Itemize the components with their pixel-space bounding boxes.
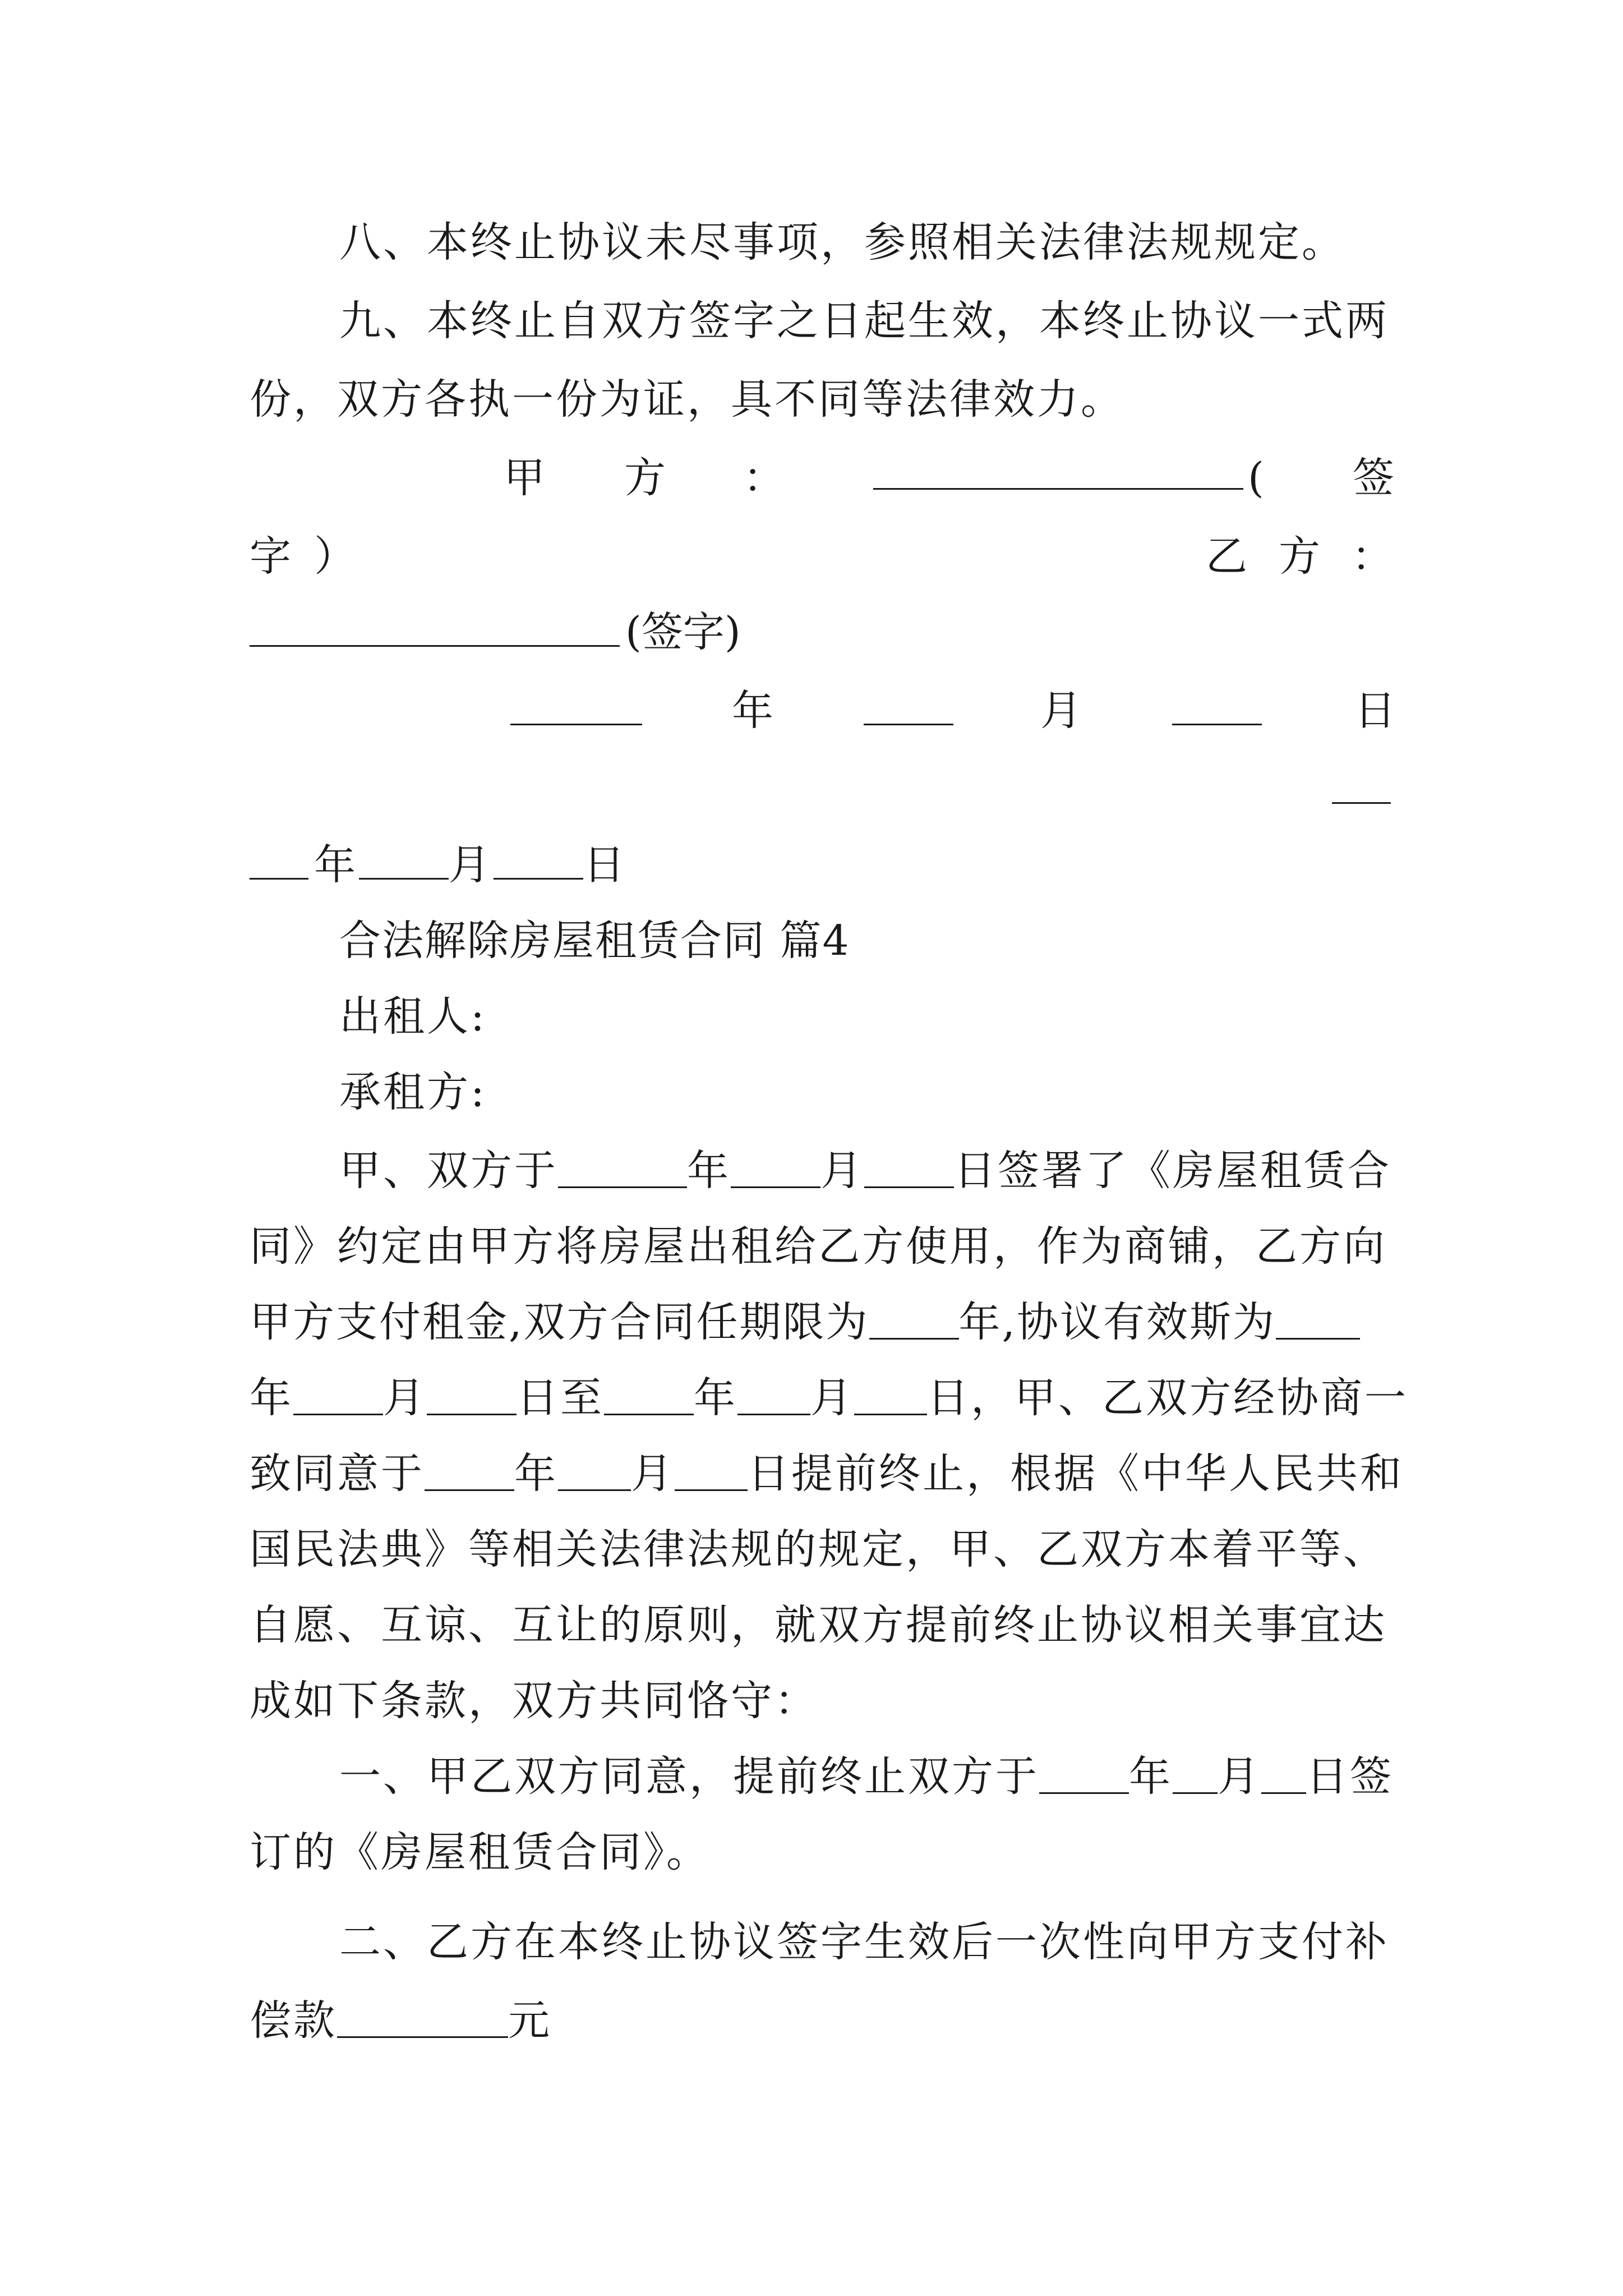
intro-text: 月 [631, 1450, 675, 1498]
party-a-signature-line [873, 488, 1243, 490]
party-b-signature-line [250, 645, 620, 647]
compensation-blank [337, 2003, 508, 2038]
blank [427, 1380, 517, 1415]
intro-text: 月 [820, 1147, 864, 1195]
blank [425, 1456, 514, 1491]
lessor-label: 出租人: [339, 992, 487, 1041]
blank [675, 1456, 748, 1491]
intro-text: 月 [383, 1374, 427, 1422]
intro-line-6: 国民法典》等相关法律法规的规定，甲、乙双方本着平等、 [250, 1525, 1387, 1573]
clause-8: 八、本终止协议未尽事项，参照相关法律法规规定。 [339, 218, 1345, 266]
blank [864, 1153, 954, 1188]
party-a-close-paren: ） [314, 532, 356, 581]
section-title: 合法解除房屋租赁合同 篇4 [339, 917, 850, 965]
intro-text: 甲方支付租金,双方合同任期限为 [250, 1298, 869, 1346]
blank [1261, 1759, 1306, 1794]
intro-text: 甲、双方于 [339, 1147, 558, 1195]
intro-text: 月 [810, 1374, 854, 1422]
date-2-year: 年 [314, 841, 356, 889]
date-1-month-blank [864, 724, 953, 725]
intro-line-8: 成如下条款，双方共同恪守： [250, 1677, 818, 1725]
date-1-year: 年 [732, 687, 773, 735]
clause-9-line-1: 九、本终止自双方签字之日起生效，本终止协议一式两 [339, 297, 1389, 345]
intro-text: 年 [694, 1374, 737, 1422]
date-2-lead-blank [1332, 802, 1391, 804]
intro-line-7: 自愿、互谅、互让的原则，就双方提前终止协议相关事宜达 [250, 1601, 1387, 1649]
party-b-colon: ： [1352, 532, 1393, 581]
party-a-char-2: 方 [624, 454, 666, 502]
clause-9-line-2: 份，双方各执一份为证，具不同等法律效力。 [250, 375, 1124, 424]
intro-text: 年 [250, 1374, 293, 1422]
item-text: 一、甲乙双方同意，提前终止双方于 [339, 1752, 1039, 1801]
item-2-line-2 [250, 1996, 552, 2045]
party-b-char-1: 乙 [1206, 532, 1247, 581]
party-a-open-paren: ( [1248, 454, 1264, 502]
date-1-year-blank [510, 724, 642, 725]
intro-text: 日，甲、乙双方经协商一 [927, 1374, 1408, 1422]
item-text: 日签 [1306, 1752, 1394, 1801]
intro-line-5 [250, 1450, 1404, 1498]
party-a-zi-char: 字 [250, 532, 291, 581]
intro-line-2: 同》约定由甲方将房屋出租给乙方使用，作为商铺，乙方向 [250, 1222, 1387, 1271]
date-2-month-blank [359, 878, 449, 880]
item-text: 月 [1218, 1752, 1261, 1801]
blank [1276, 1304, 1360, 1340]
party-b-sign-label: (签字) [625, 608, 741, 656]
party-a-char-1: 甲 [504, 454, 545, 502]
lessee-label: 承租方: [339, 1068, 487, 1116]
item-text: 元 [508, 1996, 552, 2045]
party-b-char-2: 方 [1279, 532, 1320, 581]
intro-text: 日签署了《房屋租赁合 [954, 1147, 1391, 1195]
blank [604, 1380, 694, 1415]
blank [1173, 1759, 1218, 1794]
item-1-line-1 [339, 1752, 1394, 1801]
intro-text: 年,协议有效斯为 [958, 1298, 1276, 1346]
date-2-year-blank [250, 878, 308, 880]
blank [731, 1153, 820, 1188]
date-1-day-blank [1172, 724, 1262, 725]
item-2-line-1: 二、乙方在本终止协议签字生效后一次性向甲方支付补 [339, 1918, 1389, 1966]
date-2-day: 日 [583, 841, 625, 889]
blank [558, 1153, 687, 1188]
date-2-month: 月 [449, 841, 490, 889]
item-1-line-2: 订的《房屋租赁合同》。 [250, 1828, 710, 1876]
date-1-month: 月 [1040, 687, 1082, 735]
blank [293, 1380, 383, 1415]
intro-line-4 [250, 1374, 1408, 1422]
item-text: 偿款 [250, 1996, 337, 2045]
intro-text: 年 [687, 1147, 731, 1195]
date-1-day: 日 [1354, 687, 1396, 735]
intro-text: 年 [514, 1450, 558, 1498]
date-2-day-blank [494, 878, 583, 880]
blank [1039, 1759, 1129, 1794]
intro-line-1 [339, 1147, 1391, 1195]
intro-text: 日提前终止，根据《中华人民共和 [748, 1450, 1404, 1498]
blank [869, 1304, 959, 1340]
party-a-colon: ： [743, 454, 785, 502]
intro-line-3 [250, 1298, 1360, 1346]
intro-text: 致同意于 [250, 1450, 425, 1498]
blank [854, 1380, 927, 1415]
blank [737, 1380, 810, 1415]
party-a-sign-char: 签 [1353, 454, 1394, 502]
item-text: 年 [1129, 1752, 1173, 1801]
blank [558, 1456, 631, 1491]
intro-text: 日至 [517, 1374, 604, 1422]
